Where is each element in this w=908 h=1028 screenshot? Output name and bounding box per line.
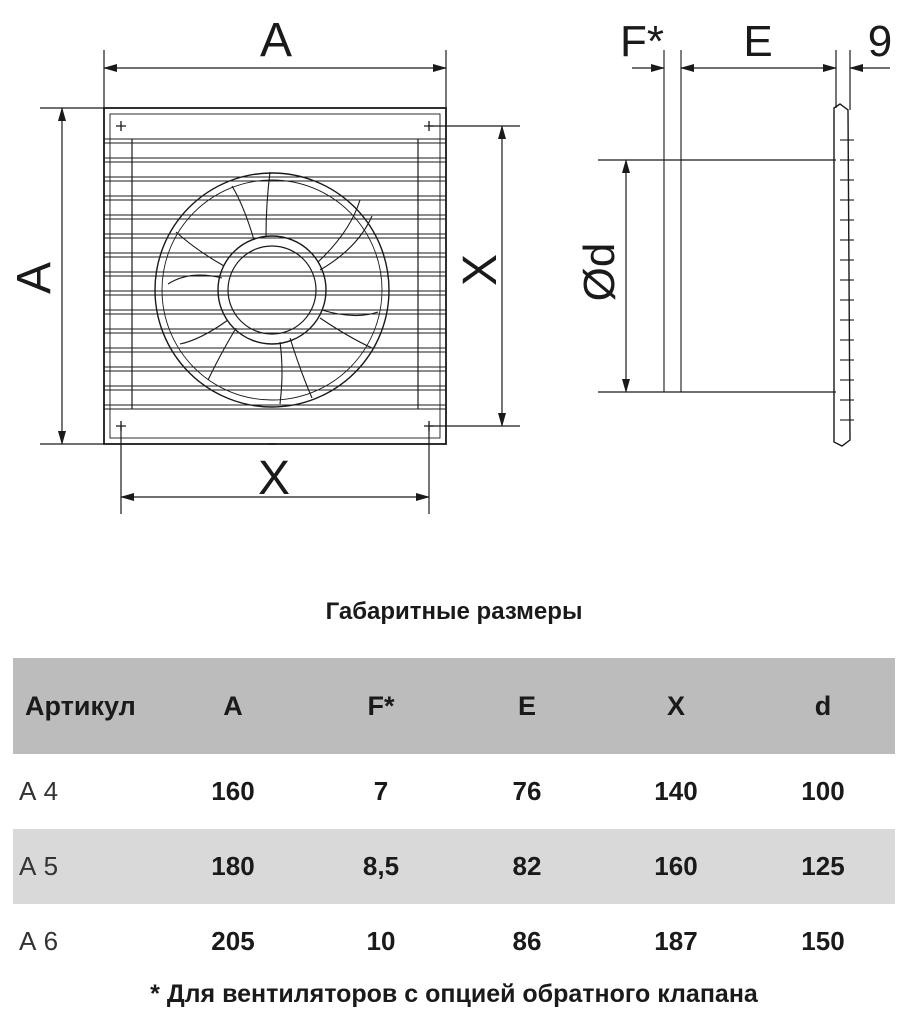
- dimensions-table: [13, 658, 895, 979]
- cell-article: А 4: [19, 776, 59, 806]
- cell-f: 10: [366, 926, 396, 956]
- header-article: Артикул: [25, 690, 136, 721]
- header-e: E: [517, 690, 536, 721]
- label-a-top: A: [259, 14, 293, 67]
- cell-d: 100: [801, 776, 845, 806]
- header-x: X: [666, 690, 685, 721]
- header-f: F*: [367, 690, 395, 721]
- cell-f: 8,5: [362, 851, 400, 881]
- cell-a: 205: [211, 926, 255, 956]
- footnote: * Для вентиляторов с опцией обратного клапана: [150, 980, 758, 1008]
- label-x-right: X: [454, 253, 507, 287]
- table-row: [13, 829, 895, 904]
- fan-hub: [218, 236, 326, 344]
- table-header-row: [13, 658, 895, 754]
- cell-e: 82: [512, 851, 542, 881]
- cell-e: 76: [512, 776, 542, 806]
- cell-article: А 5: [19, 851, 59, 881]
- label-d: Ød: [575, 242, 624, 302]
- label-x-bottom: X: [257, 452, 291, 505]
- cell-x: 140: [654, 776, 698, 806]
- label-a-left: A: [8, 261, 61, 295]
- table-row: [13, 754, 895, 829]
- cell-a: 180: [211, 851, 255, 881]
- header-a: A: [223, 690, 243, 721]
- cell-a: 160: [211, 776, 255, 806]
- cell-x: 187: [654, 926, 698, 956]
- label-e: E: [743, 17, 773, 66]
- header-d: d: [814, 690, 832, 721]
- cell-x: 160: [654, 851, 698, 881]
- side-slats: [840, 140, 854, 420]
- grill-slats: [104, 139, 446, 409]
- table-title: Габаритные размеры: [325, 598, 583, 625]
- cell-d: 150: [801, 926, 845, 956]
- label-f: F*: [620, 17, 664, 66]
- label-nine: 9: [867, 17, 893, 66]
- fan-outer-ring: [155, 173, 389, 407]
- cell-article: А 6: [19, 926, 59, 956]
- front-view: [104, 108, 446, 444]
- cell-f: 7: [373, 776, 389, 806]
- side-view: [598, 50, 890, 446]
- cell-e: 86: [512, 926, 542, 956]
- table-row: [13, 904, 895, 979]
- cell-d: 125: [801, 851, 845, 881]
